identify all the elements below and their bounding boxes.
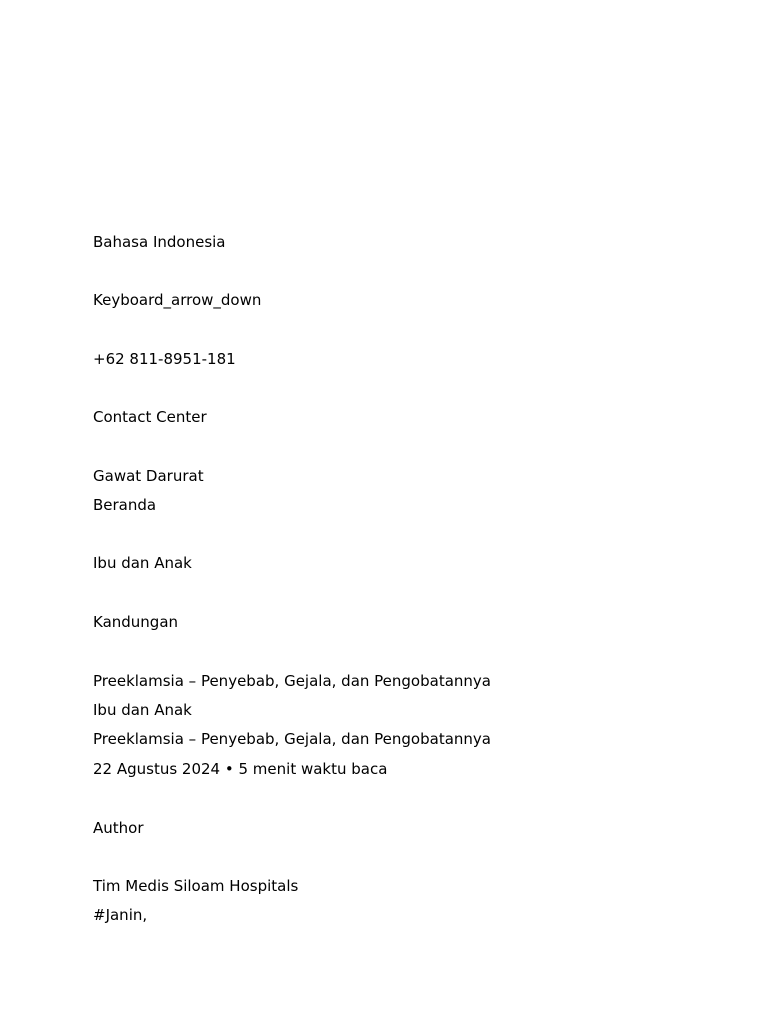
author-label: Author — [93, 819, 144, 837]
breadcrumb-current: Preeklamsia – Penyebab, Gejala, dan Pengobatannya — [93, 672, 491, 690]
article-category[interactable]: Ibu dan Anak — [93, 701, 192, 719]
tag-link[interactable]: #Janin, — [93, 906, 148, 924]
breadcrumb-ibu-dan-anak[interactable]: Ibu dan Anak — [93, 554, 192, 572]
article-title: Preeklamsia – Penyebab, Gejala, dan Pengobatannya — [93, 730, 491, 748]
emergency-link[interactable]: Gawat Darurat — [93, 467, 204, 485]
keyboard-arrow-down-icon[interactable]: Keyboard_arrow_down — [93, 291, 262, 309]
phone-link[interactable]: +62 811-8951-181 — [93, 350, 236, 368]
contact-center-link[interactable]: Contact Center — [93, 408, 207, 426]
article-meta: 22 Agustus 2024 • 5 menit waktu baca — [93, 760, 388, 778]
breadcrumb-kandungan[interactable]: Kandungan — [93, 613, 179, 631]
author-name[interactable]: Tim Medis Siloam Hospitals — [93, 877, 299, 895]
breadcrumb-home[interactable]: Beranda — [93, 496, 157, 514]
language-selector[interactable]: Bahasa Indonesia — [93, 233, 226, 251]
